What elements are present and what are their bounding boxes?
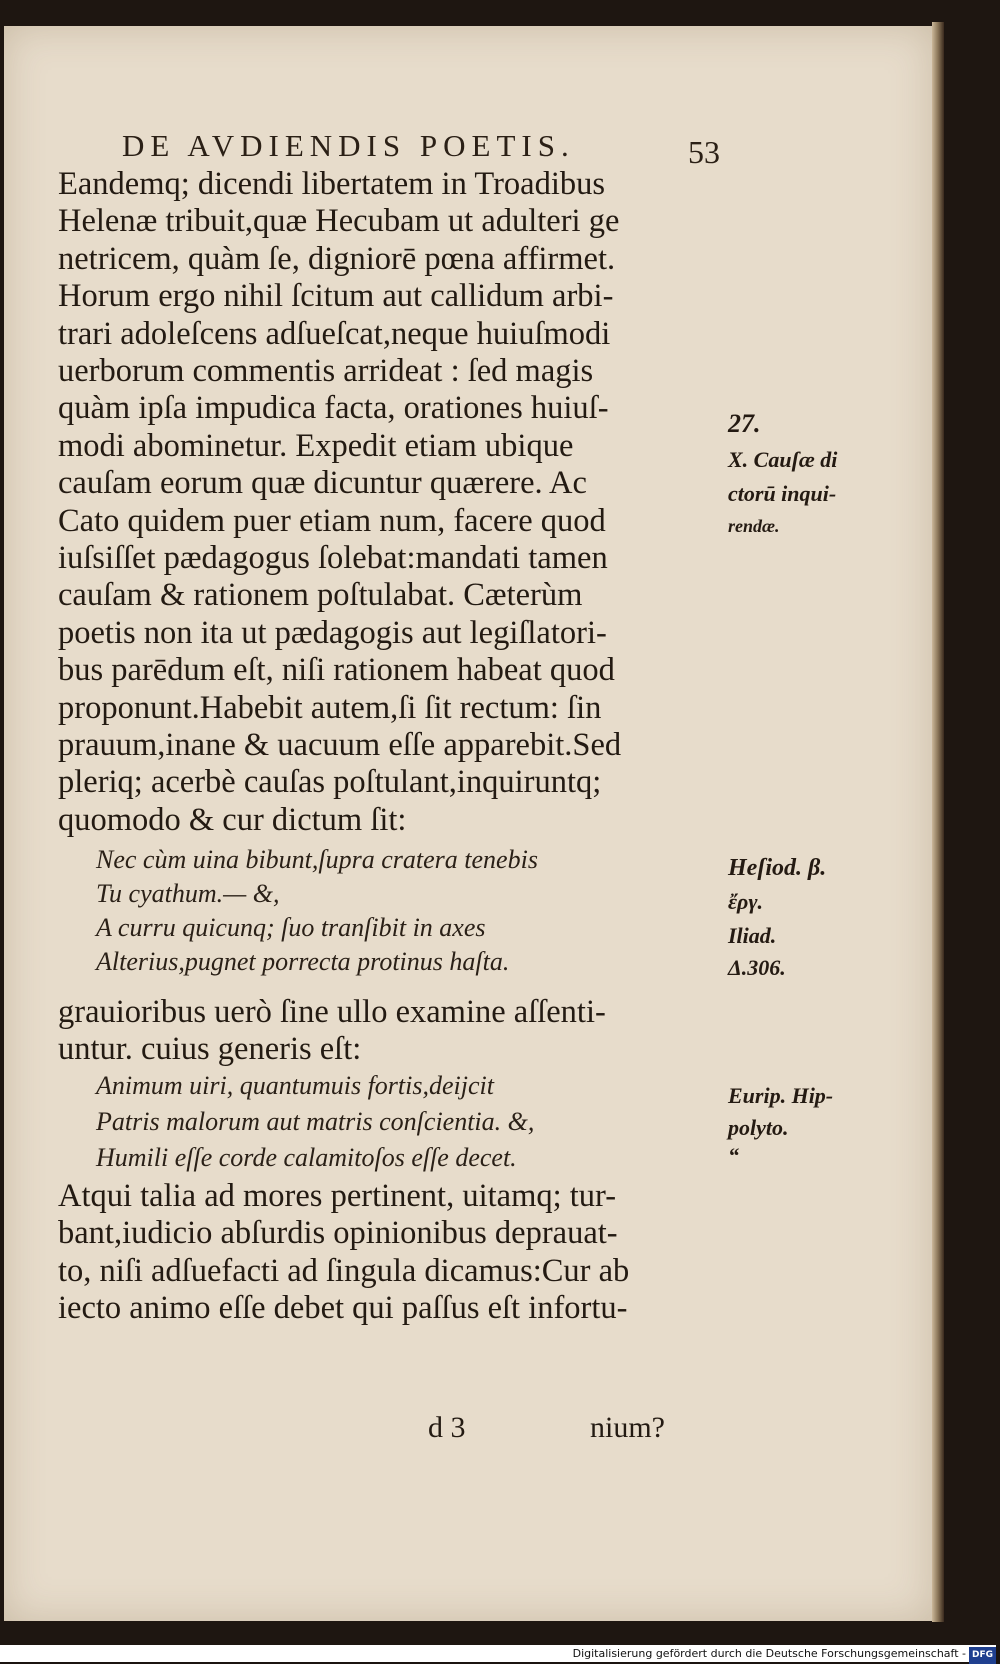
page-number: 53 — [688, 134, 720, 170]
running-head: DE AVDIENDIS POETIS. — [122, 128, 575, 163]
body-text-line: Horum ergo nihil ſcitum aut callidum arbi- — [58, 278, 614, 315]
body-text-line: iecto animo eſſe debet qui paſſus eſt infortu- — [58, 1290, 628, 1327]
body-text-line: uerborum commentis arrideat : ſed magis — [58, 353, 594, 389]
body-text-line: grauioribus uerò ſine ullo examine aſſenti- — [58, 994, 606, 1030]
body-text-line: trari adoleſcens adſueſcat,neque huiuſmodi — [58, 315, 611, 352]
body-text-line: prauum,inane & uacuum eſſe apparebit.Sed — [58, 727, 622, 763]
margin-note-euripides: Eurip. Hip- — [728, 1083, 834, 1108]
body-text-line: quàm ipſa impudica facta, orationes huiuſ- — [58, 390, 609, 427]
margin-note-hesiod-work: ἔργ. — [728, 889, 764, 914]
verse-quote-line: Patris malorum aut matris conſcientia. &, — [96, 1107, 535, 1136]
body-text-line: untur. cuius generis eſt: — [58, 1031, 362, 1068]
body-text-line: Eandemq; dicendi libertatem in Troadibus — [58, 166, 605, 202]
verse-quote-line: Humili eſſe corde calamitoſos eſſe decet. — [96, 1143, 517, 1172]
verse-quote-line: Nec cùm uina bibunt,ſupra cratera tenebis — [96, 845, 538, 874]
body-text-line: netricem, quàm ſe, digniorē pœna affirmet. — [58, 240, 616, 277]
margin-note-line: X. Cauſæ di — [728, 447, 838, 472]
body-text-line: Atqui talia ad mores pertinent, uitamq; tur- — [58, 1178, 617, 1214]
body-text-line: quomodo & cur dictum ſit: — [58, 801, 407, 838]
verse-quote-line: A curru quicunq; ſuo tranſibit in axes — [96, 913, 486, 942]
margin-note-euripides-work: polyto. — [728, 1115, 789, 1140]
body-text-line: bant,iudicio abſurdis opinionibus deprauat- — [58, 1215, 618, 1252]
body-text-line: cauſam & rationem poſtulabat. Cæterùm — [58, 577, 583, 614]
body-text-line: proponunt.Habebit autem,ſi ſit rectum: ſin — [58, 689, 602, 726]
body-text-line: bus parēdum eſt, niſi rationem habeat quod — [58, 652, 615, 689]
body-text-line: pleriq; acerbè cauſas poſtulant,inquiruntq; — [58, 764, 602, 801]
body-text-line: to, niſi adſuefacti ad ſingula dicamus:Cur ab — [58, 1252, 630, 1289]
margin-note-line: ctorū inqui- — [728, 481, 837, 506]
body-text-line: poetis non ita ut pædagogis aut legiſlatori- — [58, 614, 607, 651]
verse-quote-line: Animum uiri, quantumuis fortis,deijcit — [96, 1071, 494, 1100]
body-text-line: iuſsiſſet pædagogus ſolebat:mandati tamen — [58, 540, 608, 576]
signature-mark: d 3 — [428, 1411, 466, 1444]
body-text-line: cauſam eorum quæ dicuntur quærere. Ac — [58, 465, 587, 502]
margin-note-hesiod: Heſiod. β. — [728, 855, 827, 881]
verse-quote-line: Tu cyathum.— &, — [96, 879, 280, 908]
body-text-line: Helenæ tribuit,quæ Hecubam ut adulteri ge — [58, 203, 620, 240]
verse-quote-line: Alterius,pugnet porrecta protinus haſta. — [96, 947, 510, 976]
dfg-logo: DFG — [969, 1647, 996, 1664]
margin-note-iliad: Iliad. — [728, 923, 777, 948]
margin-note-line: rendæ. — [728, 516, 780, 536]
margin-quote-mark: “ — [728, 1143, 739, 1168]
margin-section-number: 27. — [728, 409, 761, 438]
body-text-line: Cato quidem puer etiam num, facere quod — [58, 502, 606, 539]
footer-credit-text: Digitalisierung gefördert durch die Deutsche Forschungsgemeinschaft - — [572, 1647, 966, 1660]
body-text-line: modi abominetur. Expedit etiam ubique — [58, 427, 574, 464]
margin-note-iliad-ref: Δ.306. — [728, 955, 786, 980]
page-fore-edge — [932, 22, 944, 1622]
catchword: nium? — [590, 1411, 665, 1444]
footer-credit — [0, 1645, 996, 1662]
